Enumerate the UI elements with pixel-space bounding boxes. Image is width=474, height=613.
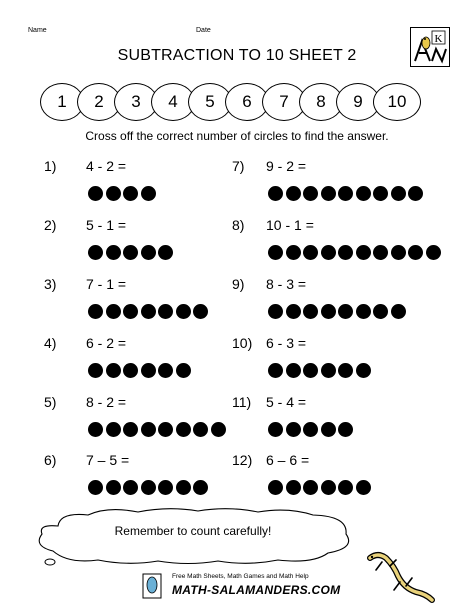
counting-circle[interactable] <box>158 480 173 495</box>
counting-circle[interactable] <box>141 363 156 378</box>
footer-brand[interactable]: MATH-SALAMANDERS.COM <box>172 583 341 597</box>
counting-circle[interactable] <box>176 422 191 437</box>
number-circle: 5 <box>188 83 232 121</box>
counting-circles[interactable] <box>268 363 373 378</box>
counting-circles[interactable] <box>88 422 228 437</box>
number-circle: 7 <box>262 83 306 121</box>
counting-circle[interactable] <box>303 245 318 260</box>
problem-number: 3) <box>44 276 57 292</box>
counting-circle[interactable] <box>158 363 173 378</box>
number-circle: 2 <box>77 83 121 121</box>
counting-circle[interactable] <box>193 422 208 437</box>
number-circle: 8 <box>299 83 343 121</box>
counting-circle[interactable] <box>338 480 353 495</box>
counting-circle[interactable] <box>286 363 301 378</box>
counting-circles[interactable] <box>268 480 373 495</box>
counting-circle[interactable] <box>88 186 103 201</box>
counting-circle[interactable] <box>268 480 283 495</box>
counting-circle[interactable] <box>141 422 156 437</box>
counting-circle[interactable] <box>123 186 138 201</box>
counting-circle[interactable] <box>268 186 283 201</box>
counting-circles[interactable] <box>88 304 211 319</box>
counting-circle[interactable] <box>303 363 318 378</box>
problem-expression: 5 - 4 = <box>266 394 307 410</box>
problem-number: 9) <box>232 276 245 292</box>
counting-circle[interactable] <box>356 186 371 201</box>
counting-circle[interactable] <box>176 363 191 378</box>
counting-circle[interactable] <box>106 304 121 319</box>
problem-expression: 8 - 3 = <box>266 276 307 292</box>
counting-circle[interactable] <box>141 480 156 495</box>
counting-circle[interactable] <box>321 363 336 378</box>
counting-circle[interactable] <box>338 363 353 378</box>
counting-circles[interactable] <box>88 480 211 495</box>
number-circle: 9 <box>336 83 380 121</box>
counting-circles[interactable] <box>268 304 408 319</box>
counting-circles[interactable] <box>268 186 426 201</box>
counting-circle[interactable] <box>373 245 388 260</box>
reminder-text: Remember to count carefully! <box>114 524 272 538</box>
counting-circle[interactable] <box>106 422 121 437</box>
counting-circle[interactable] <box>141 245 156 260</box>
counting-circle[interactable] <box>286 186 301 201</box>
counting-circle[interactable] <box>286 422 301 437</box>
counting-circle[interactable] <box>106 186 121 201</box>
counting-circle[interactable] <box>88 363 103 378</box>
counting-circle[interactable] <box>106 480 121 495</box>
counting-circle[interactable] <box>88 304 103 319</box>
footer-logo-icon <box>142 573 162 599</box>
counting-circle[interactable] <box>391 186 406 201</box>
number-circle: 6 <box>225 83 269 121</box>
counting-circle[interactable] <box>391 245 406 260</box>
counting-circle[interactable] <box>303 422 318 437</box>
problem-expression: 9 - 2 = <box>266 158 307 174</box>
counting-circle[interactable] <box>321 186 336 201</box>
problem-expression: 10 - 1 = <box>266 217 314 233</box>
counting-circle[interactable] <box>303 186 318 201</box>
instructions: Cross off the correct number of circles to find the answer. <box>85 129 389 143</box>
counting-circle[interactable] <box>123 245 138 260</box>
counting-circle[interactable] <box>268 304 283 319</box>
counting-circles[interactable] <box>88 186 158 201</box>
date-label: Date <box>196 27 211 34</box>
counting-circle[interactable] <box>356 363 371 378</box>
counting-circle[interactable] <box>106 363 121 378</box>
counting-circle[interactable] <box>303 480 318 495</box>
counting-circle[interactable] <box>176 480 191 495</box>
counting-circle[interactable] <box>193 480 208 495</box>
problem-number: 10) <box>232 335 253 351</box>
counting-circle[interactable] <box>141 304 156 319</box>
problem-number: 12) <box>232 452 253 468</box>
counting-circle[interactable] <box>338 304 353 319</box>
problem-number: 5) <box>44 394 57 410</box>
problem-expression: 6 – 6 = <box>266 452 310 468</box>
logo-letter: K <box>434 33 443 45</box>
page-title: SUBTRACTION TO 10 SHEET 2 <box>117 47 357 64</box>
counting-circle[interactable] <box>321 422 336 437</box>
counting-circle[interactable] <box>141 186 156 201</box>
name-label: Name <box>28 27 47 34</box>
counting-circle[interactable] <box>426 245 441 260</box>
problem-expression: 4 - 2 = <box>86 158 127 174</box>
counting-circle[interactable] <box>158 245 173 260</box>
counting-circle[interactable] <box>356 245 371 260</box>
number-circle: 10 <box>373 83 421 121</box>
counting-circle[interactable] <box>123 480 138 495</box>
counting-circle[interactable] <box>158 304 173 319</box>
counting-circle[interactable] <box>321 304 336 319</box>
counting-circle[interactable] <box>391 304 406 319</box>
counting-circle[interactable] <box>321 480 336 495</box>
counting-circle[interactable] <box>123 304 138 319</box>
problem-number: 7) <box>232 158 245 174</box>
problem-expression: 8 - 2 = <box>86 394 127 410</box>
number-circle: 3 <box>114 83 158 121</box>
counting-circles[interactable] <box>88 363 193 378</box>
counting-circle[interactable] <box>88 480 103 495</box>
problem-number: 11) <box>232 394 252 410</box>
counting-circle[interactable] <box>268 245 283 260</box>
counting-circle[interactable] <box>123 363 138 378</box>
counting-circle[interactable] <box>268 363 283 378</box>
counting-circle[interactable] <box>408 245 423 260</box>
counting-circle[interactable] <box>338 186 353 201</box>
counting-circle[interactable] <box>356 480 371 495</box>
problem-expression: 6 - 3 = <box>266 335 307 351</box>
problem-number: 4) <box>44 335 57 351</box>
counting-circles[interactable] <box>268 422 356 437</box>
counting-circle[interactable] <box>338 245 353 260</box>
problem-expression: 7 – 5 = <box>86 452 130 468</box>
counting-circle[interactable] <box>193 304 208 319</box>
problem-expression: 7 - 1 = <box>86 276 127 292</box>
footer-tagline: Free Math Sheets, Math Games and Math Help <box>172 573 309 580</box>
counting-circle[interactable] <box>373 304 388 319</box>
problem-number: 2) <box>44 217 57 233</box>
problem-number: 8) <box>232 217 245 233</box>
counting-circle[interactable] <box>88 422 103 437</box>
salamander-illustration <box>360 548 435 603</box>
problem-expression: 6 - 2 = <box>86 335 127 351</box>
counting-circle[interactable] <box>268 422 283 437</box>
problem-number: 1) <box>44 158 57 174</box>
counting-circle[interactable] <box>338 422 353 437</box>
counting-circle[interactable] <box>211 422 226 437</box>
counting-circle[interactable] <box>106 245 121 260</box>
counting-circle[interactable] <box>303 304 318 319</box>
counting-circles[interactable] <box>268 245 443 260</box>
counting-circle[interactable] <box>176 304 191 319</box>
counting-circle[interactable] <box>321 245 336 260</box>
counting-circle[interactable] <box>158 422 173 437</box>
counting-circle[interactable] <box>286 304 301 319</box>
counting-circles[interactable] <box>88 245 176 260</box>
number-circle: 1 <box>40 83 84 121</box>
counting-circle[interactable] <box>373 186 388 201</box>
counting-circle[interactable] <box>88 245 103 260</box>
counting-circle[interactable] <box>286 480 301 495</box>
counting-circle[interactable] <box>408 186 423 201</box>
problem-expression: 5 - 1 = <box>86 217 127 233</box>
counting-circle[interactable] <box>356 304 371 319</box>
counting-circle[interactable] <box>286 245 301 260</box>
number-circle: 4 <box>151 83 195 121</box>
counting-circle[interactable] <box>123 422 138 437</box>
problem-number: 6) <box>44 452 57 468</box>
